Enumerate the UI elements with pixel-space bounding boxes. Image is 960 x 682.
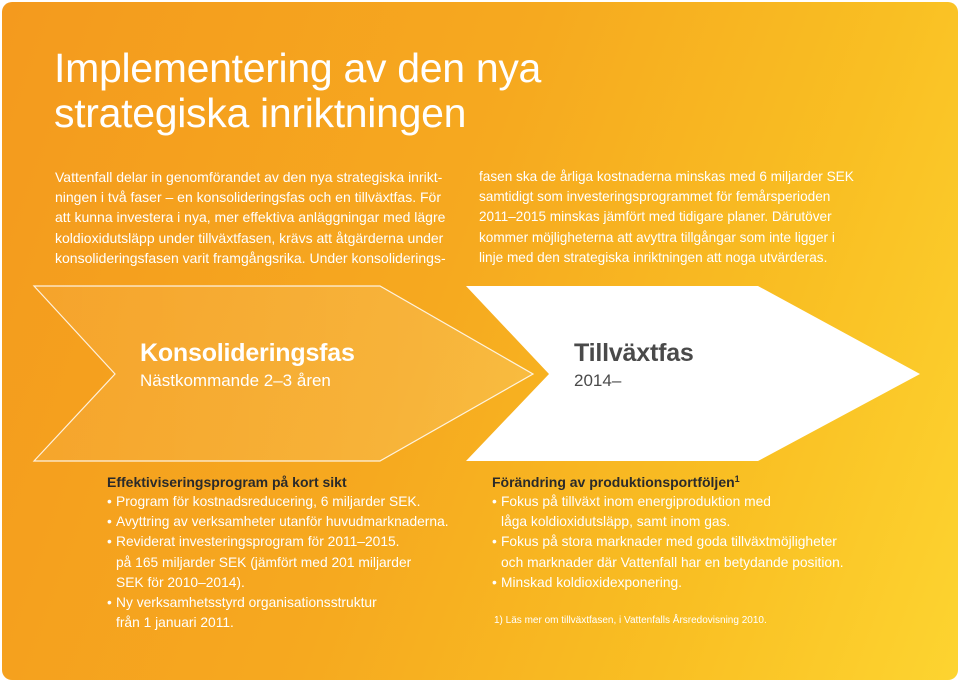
growth-phase-period: 2014– [574,371,622,390]
list-item-text: Fokus på stora marknader med goda tillväxtmöjligheter [501,534,837,550]
bullet-marker: • [492,494,497,509]
bullet-marker: • [107,534,112,550]
intro-left-line: koldioxidutsläpp under tillväxtfasen, krävs att åtgärderna under [55,229,444,246]
intro-right-line: samtidigt som investeringsprogrammet för femårsperioden [479,189,831,205]
intro-left-line: att kunna investera i nya, mer effektiva anläggningar med lägre [55,209,446,226]
efficiency-program-heading: Effektiviseringsprogram på kort sikt [107,474,347,490]
list-item-continuation: från 1 januari 2011. [116,615,234,631]
list-item [107,532,487,593]
intro-left-line: konsolideringsfasen varit framgångsrika. Under konsoliderings- [55,249,446,266]
list-item-text: Reviderat investeringsprogram för 2011–2015. [116,534,400,550]
list-item-continuation: på 165 miljarder SEK (jämfört med 201 miljarder [116,554,412,570]
bullet-marker: • [107,595,112,611]
list-item [492,532,912,572]
intro-right-line: kommer möjligheterna att avyttra tillgångar som inte ligger i [479,229,835,245]
list-item-text: Program för kostnadsreducering, 6 miljarder SEK. [116,494,421,509]
list-item [492,492,912,532]
list-item-text: Fokus på tillväxt inom energiproduktion med [501,494,771,509]
list-item-continuation: SEK för 2010–2014). [116,574,245,590]
list-item-text: Ny verksamhetsstyrd organisationsstruktur [116,595,377,611]
page-title-line-1: Implementering av den nya [54,45,542,91]
consolidation-phase-label [140,338,355,392]
portfolio-change-heading [492,472,912,492]
list-item-continuation: låga koldioxidutsläpp, samt inom gas. [501,514,731,530]
background-panel [2,2,958,680]
intro-right-line: linje med den strategiska inriktningen att noga utvärderas. [479,249,828,265]
list-item [107,492,487,512]
growth-phase-title: Tillväxtfas [574,339,694,367]
consolidation-phase-period: Nästkommande 2–3 åren [140,371,331,390]
bullet-marker: • [107,514,112,530]
efficiency-program-section [107,472,487,633]
bullet-marker: • [492,574,497,590]
growth-phase-label [574,338,694,392]
list-item [107,593,487,633]
intro-left-line: ningen i två faser – en konsolideringsfas och en tillväxtfas. För [55,189,441,206]
consolidation-phase-title: Konsolideringsfas [140,339,355,367]
portfolio-change-heading-text: Förändring av produktionsportföljen [492,474,735,490]
list-item [107,512,487,532]
page-title-line-2: strategiska inriktningen [54,90,467,136]
list-item-text: Minskad koldioxidexponering. [501,574,682,590]
bullet-marker: • [107,494,112,509]
bullet-marker: • [492,534,497,550]
list-item-text: Avyttring av verksamheter utanför huvudmarknaderna. [116,514,449,530]
portfolio-change-section [492,472,912,593]
intro-right-line: 2011–2015 minskas jämfört med tidigare planer. Därutöver [479,209,832,225]
intro-right-line: fasen ska de årliga kostnaderna minskas med 6 miljarder SEK [479,169,854,184]
list-item-continuation: och marknader där Vattenfall har en betydande position. [501,554,844,570]
footnote: 1) Läs mer om tillväxtfasen, i Vattenfalls Årsredovisning 2010. [494,615,767,626]
footnote-reference: 1 [734,474,740,484]
intro-left-line: Vattenfall delar in genomförandet av den nya strategiska inrikt- [55,169,443,185]
list-item [492,573,912,593]
